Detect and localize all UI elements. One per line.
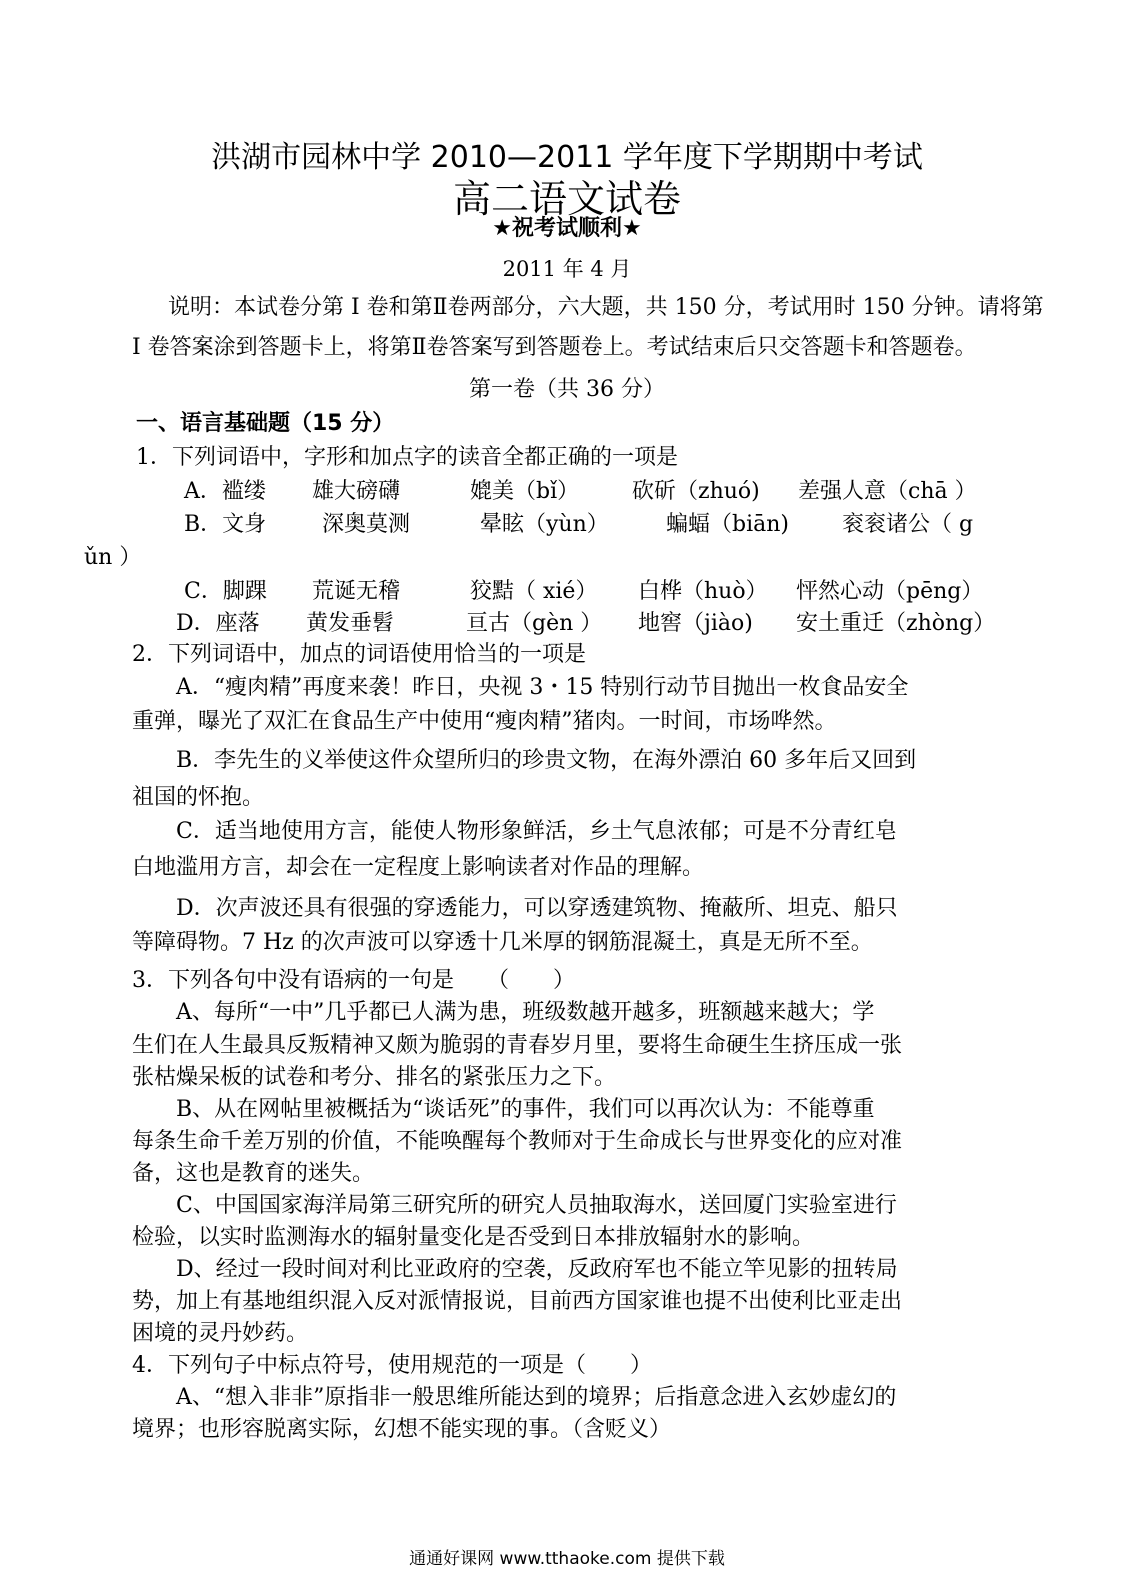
q1-option-a-5: 差强人意（chā ） bbox=[798, 479, 977, 504]
q1-option-b-1: B．文身 bbox=[184, 512, 267, 537]
q2-option-b-line-1: B．李先生的义举使这件众望所归的珍贵文物，在海外漂泊 60 多年后又回到 bbox=[176, 748, 917, 773]
q3-option-a-line-3: 张枯燥呆板的试卷和考分、排名的紧张压力之下。 bbox=[132, 1065, 617, 1090]
download-source-footer: 通通好课网 www.tthaoke.com 提供下载 bbox=[409, 1549, 725, 1569]
q3-option-b-line-2: 每条生命千差万别的价值，不能唤醒每个教师对于生命成长与世界变化的应对准 bbox=[132, 1129, 903, 1154]
exam-date: 2011 年 4 月 bbox=[502, 257, 632, 281]
q1-option-a-3: 媲美（bǐ） bbox=[470, 479, 580, 504]
q1-option-a-1: A．褴缕 bbox=[184, 479, 266, 504]
paper-title: 高二语文试卷 bbox=[452, 177, 681, 221]
q1-option-d-4: 地窖（jiào) bbox=[638, 611, 753, 636]
q1-option-a-4: 砍斫（zhuó) bbox=[632, 479, 760, 504]
q2-option-b-line-2: 祖国的怀抱。 bbox=[132, 785, 265, 810]
q3-option-c-line-2: 检验，以实时监测海水的辐射量变化是否受到日本排放辐射水的影响。 bbox=[132, 1225, 815, 1250]
q1-option-c-1: C．脚踝 bbox=[184, 579, 267, 604]
school-exam-title: 洪湖市园林中学 2010—2011 学年度下学期期中考试 bbox=[211, 140, 923, 175]
q1-option-c-2: 荒诞无稽 bbox=[312, 579, 401, 604]
q4-option-a-line-1: A、“想入非非”原指非一般思维所能达到的境界；后指意念进入玄妙虚幻的 bbox=[176, 1385, 897, 1410]
q1-option-b-wrap: ǔn ） bbox=[84, 545, 142, 570]
q2-option-a-line-1: A．“瘦肉精”再度来袭！昨日，央视 3・15 特别行动节目抛出一枚食品安全 bbox=[176, 675, 909, 700]
q1-option-c-5: 怦然心动（pēng） bbox=[796, 579, 984, 604]
q1-option-c-4: 白桦（huò） bbox=[638, 579, 768, 604]
q2-stem: 2．下列词语中，加点的词语使用恰当的一项是 bbox=[132, 642, 586, 667]
q1-option-d-3: 亘古（gèn ） bbox=[466, 611, 603, 636]
q1-option-b-2: 深奥莫测 bbox=[322, 512, 411, 537]
q1-stem: 1．下列词语中，字形和加点字的读音全都正确的一项是 bbox=[136, 445, 678, 470]
q1-option-d-2: 黄发垂髫 bbox=[306, 611, 395, 636]
q3-option-a-line-1: A、每所“一中”几乎都已人满为患，班级数越开越多，班额越来越大；学 bbox=[176, 1000, 875, 1025]
q1-option-d-5: 安土重迁（zhòng） bbox=[796, 611, 996, 636]
q3-option-d-line-1: D、经过一段时间对利比亚政府的空袭，反政府军也不能立竿见影的扭转局 bbox=[176, 1257, 898, 1282]
q2-option-d-line-2: 等障碍物。7 Hz 的次声波可以穿透十几米厚的钢筋混凝土，真是无所不至。 bbox=[132, 930, 873, 955]
q2-option-c-line-1: C．适当地使用方言，能使人物形象鲜活，乡土气息浓郁；可是不分青红皂 bbox=[176, 819, 897, 844]
q4-option-a-line-2: 境界；也形容脱离实际，幻想不能实现的事。（含贬义） bbox=[132, 1417, 672, 1442]
q3-option-c-line-1: C、中国国家海洋局第三研究所的研究人员抽取海水，送回厦门实验室进行 bbox=[176, 1193, 897, 1218]
q3-option-b-line-3: 备，这也是教育的迷失。 bbox=[132, 1161, 375, 1186]
q2-option-a-line-2: 重弹，曝光了双汇在食品生产中使用“瘦肉精”猪肉。一时间，市场哗然。 bbox=[132, 709, 837, 734]
q1-option-b-4: 蝙蝠（biān) bbox=[666, 512, 789, 537]
q1-option-b-3: 晕眩（yùn） bbox=[480, 512, 609, 537]
q1-option-d-1: D．座落 bbox=[176, 611, 260, 636]
q3-option-d-line-3: 困境的灵丹妙药。 bbox=[132, 1321, 309, 1346]
q1-option-a-2: 雄大磅礴 bbox=[312, 479, 401, 504]
q1-option-c-3: 狡黠（ xié） bbox=[470, 579, 598, 604]
section1-title: 一、语言基础题（15 分） bbox=[136, 411, 395, 436]
q3-option-a-line-2: 生们在人生最具反叛精神又颇为脆弱的青春岁月里，要将生命硬生生挤压成一张 bbox=[132, 1033, 903, 1058]
q2-option-d-line-1: D．次声波还具有很强的穿透能力，可以穿透建筑物、掩蔽所、坦克、船只 bbox=[176, 896, 898, 921]
q2-option-c-line-2: 白地滥用方言，却会在一定程度上影响读者对作品的理解。 bbox=[132, 855, 705, 880]
q3-option-d-line-2: 势，加上有基地组织混入反对派情报说，目前西方国家谁也提不出使利比亚走出 bbox=[132, 1289, 903, 1314]
part1-title: 第一卷（共 36 分） bbox=[469, 377, 665, 402]
q4-stem: 4．下列句子中标点符号，使用规范的一项是（ ） bbox=[132, 1353, 652, 1378]
good-luck-line: ★祝考试顺利★ bbox=[492, 216, 642, 241]
q3-option-b-line-1: B、从在网帖里被概括为“谈话死”的事件，我们可以再次认为：不能尊重 bbox=[176, 1097, 875, 1122]
instructions-line-1: 说明：本试卷分第 I 卷和第Ⅱ卷两部分，六大题，共 150 分，考试用时 150 分钟。请将第 bbox=[168, 295, 1044, 320]
q1-option-b-5: 衮衮诸公（ g bbox=[842, 512, 974, 537]
instructions-line-2: I 卷答案涂到答题卡上，将第Ⅱ卷答案写到答题卷上。考试结束后只交答题卡和答题卷。 bbox=[132, 335, 977, 360]
q3-stem: 3．下列各句中没有语病的一句是 （ ） bbox=[132, 968, 575, 993]
